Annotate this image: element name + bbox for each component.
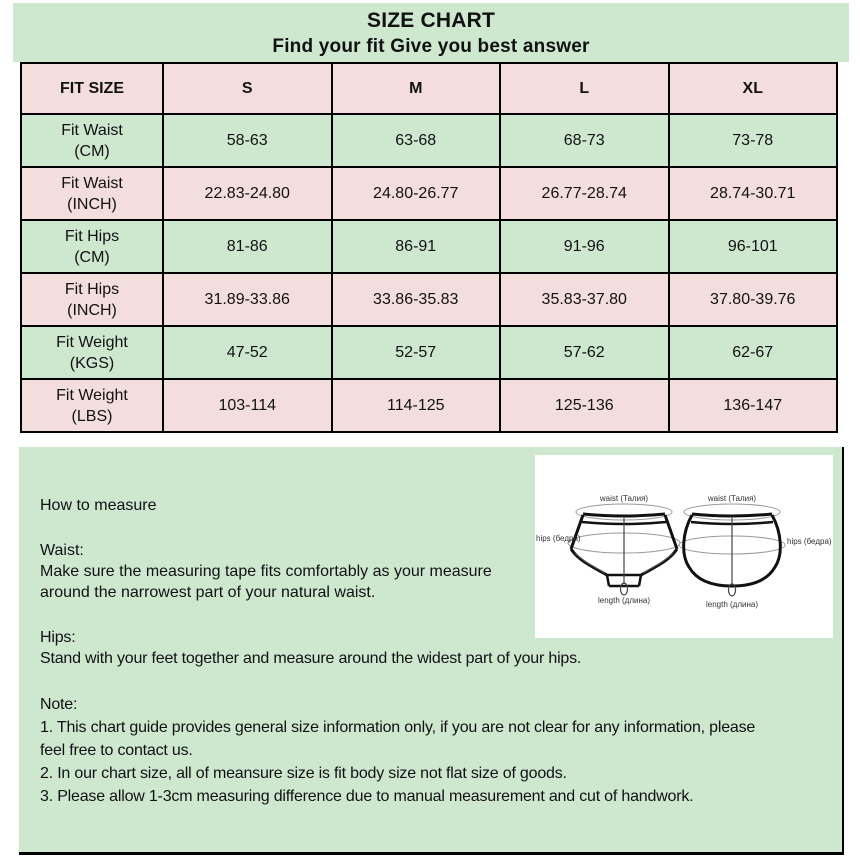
table-row <box>21 273 837 326</box>
row-label: Fit Waist (CM) <box>21 114 163 167</box>
header-size-s: S <box>163 63 332 114</box>
page-title: SIZE CHART <box>367 9 495 32</box>
header-size-l: L <box>500 63 669 114</box>
how-to-measure-heading: How to measure <box>40 497 157 514</box>
table-row <box>21 379 837 432</box>
panty-measure-illustration <box>535 455 833 638</box>
cell: 73-78 <box>669 114 838 167</box>
note-line: feel free to contact us. <box>40 742 193 759</box>
header-fit-size: FIT SIZE <box>21 63 163 114</box>
cell: 81-86 <box>163 220 332 273</box>
note-line: 2. In our chart size, all of meansure size is fit body size not flat size of goods. <box>40 765 567 782</box>
cell: 47-52 <box>163 326 332 379</box>
cell: 26.77-28.74 <box>500 167 669 220</box>
cell: 58-63 <box>163 114 332 167</box>
size-table <box>20 62 838 433</box>
brief-figure <box>536 494 680 605</box>
cell: 62-67 <box>669 326 838 379</box>
cell: 91-96 <box>500 220 669 273</box>
cell: 136-147 <box>669 379 838 432</box>
header-size-m: M <box>332 63 501 114</box>
hips-label-right: hips (бедра) <box>787 537 832 546</box>
cell: 86-91 <box>332 220 501 273</box>
cell: 24.80-26.77 <box>332 167 501 220</box>
length-label-left: length (длина) <box>597 596 651 605</box>
table-row <box>21 326 837 379</box>
cell: 63-68 <box>332 114 501 167</box>
cell: 33.86-35.83 <box>332 273 501 326</box>
cell: 68-73 <box>500 114 669 167</box>
waist-label-left: waist (Талия) <box>599 494 649 503</box>
boyshort-figure <box>679 494 832 609</box>
note-label: Note: <box>40 696 78 713</box>
length-label-right: length (длина) <box>705 600 759 609</box>
table-row <box>21 220 837 273</box>
cell: 31.89-33.86 <box>163 273 332 326</box>
cell: 114-125 <box>332 379 501 432</box>
cell: 103-114 <box>163 379 332 432</box>
cell: 28.74-30.71 <box>669 167 838 220</box>
header-size-xl: XL <box>669 63 838 114</box>
cell: 22.83-24.80 <box>163 167 332 220</box>
note-line: 1. This chart guide provides general size information only, if you are not clear for any information, please <box>40 719 756 736</box>
waist-instruction-line1: Make sure the measuring tape fits comfortably as your measure <box>40 563 492 580</box>
row-label: Fit Hips (CM) <box>21 220 163 273</box>
measurement-diagram <box>535 455 833 638</box>
waist-label-right: waist (Талия) <box>707 494 757 503</box>
waist-instruction-line2: around the narrowest part of your natural waist. <box>40 584 376 601</box>
table-row <box>21 167 837 220</box>
cell: 52-57 <box>332 326 501 379</box>
table-row <box>21 114 837 167</box>
hips-label-left: hips (бедра) <box>536 534 581 543</box>
cell: 37.80-39.76 <box>669 273 838 326</box>
page-subtitle: Find your fit Give you best answer <box>272 36 590 57</box>
cell: 125-136 <box>500 379 669 432</box>
waist-label: Waist: <box>40 542 84 559</box>
cell: 96-101 <box>669 220 838 273</box>
row-label: Fit Weight (KGS) <box>21 326 163 379</box>
title-band <box>13 3 849 62</box>
how-to-measure-section <box>19 447 844 855</box>
row-label: Fit Weight (LBS) <box>21 379 163 432</box>
note-line: 3. Please allow 1-3cm measuring difference due to manual measurement and cut of handwork. <box>40 788 694 805</box>
cell: 57-62 <box>500 326 669 379</box>
hips-label: Hips: <box>40 629 76 646</box>
hips-instruction: Stand with your feet together and measure around the widest part of your hips. <box>40 650 582 667</box>
cell: 35.83-37.80 <box>500 273 669 326</box>
table-header-row <box>21 63 837 114</box>
row-label: Fit Waist (INCH) <box>21 167 163 220</box>
row-label: Fit Hips (INCH) <box>21 273 163 326</box>
